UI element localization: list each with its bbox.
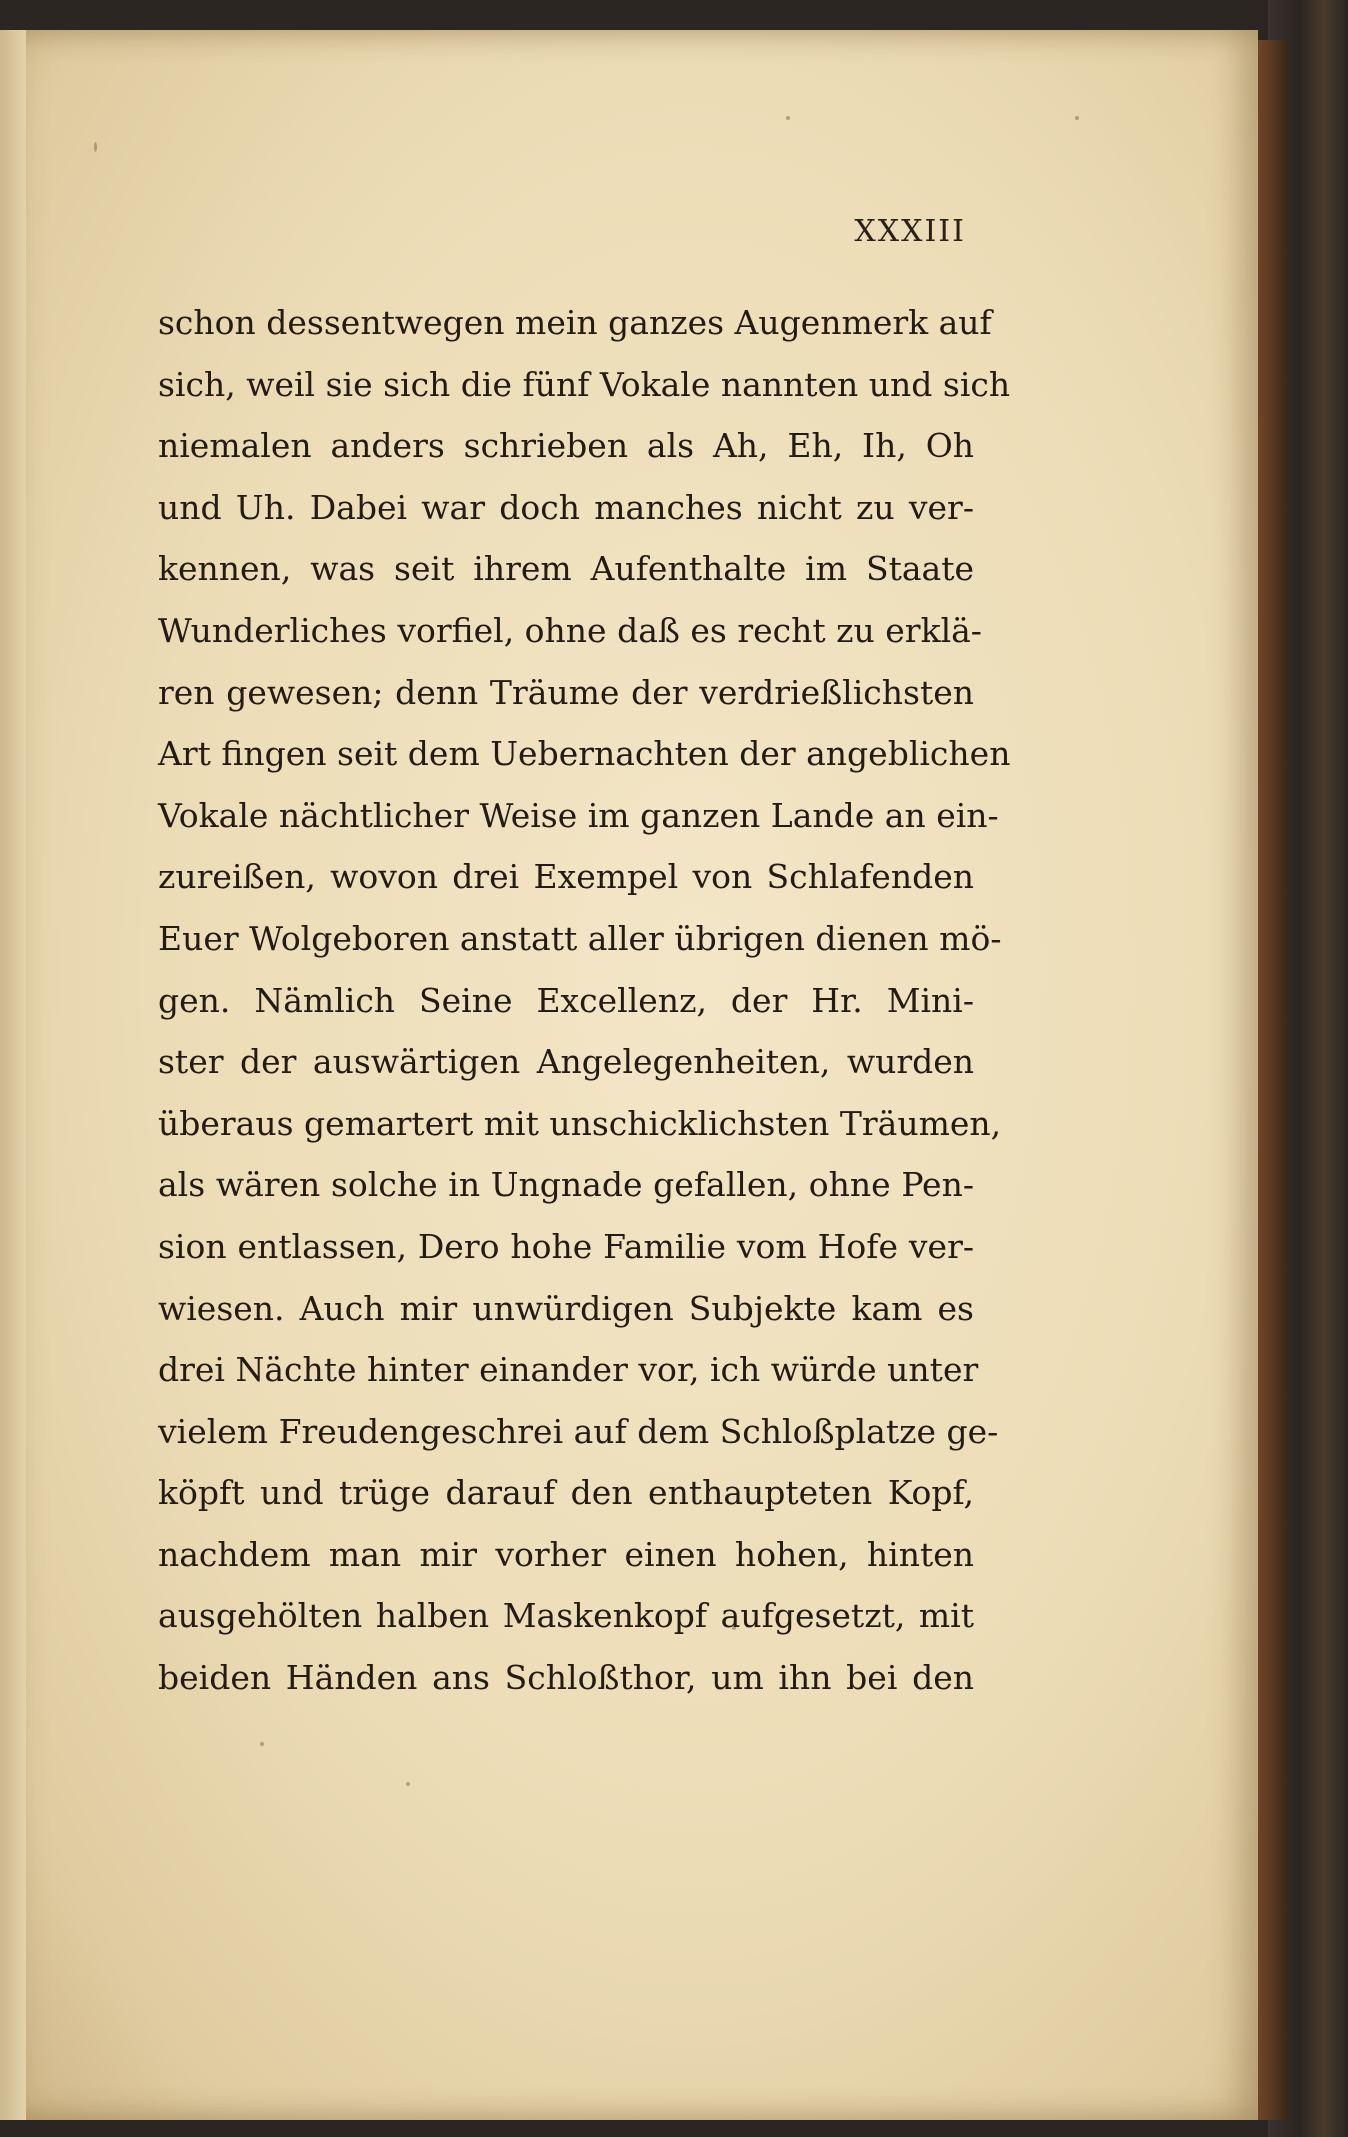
- text-line: als wären solche in Ungnade gefallen, ohne Pen-: [158, 1165, 974, 1205]
- text-line: beiden Händen ans Schloßthor, um ihn bei den: [158, 1658, 974, 1698]
- text-line: köpft und trüge darauf den enthaupteten Kopf,: [158, 1473, 974, 1513]
- paper-speck: [94, 142, 97, 152]
- text-line: und Uh. Dabei war doch manches nicht zu ver-: [158, 487, 974, 527]
- text-line: Wunderliches vorfiel, ohne daß es recht zu erklä-: [158, 610, 982, 650]
- text-line: ausgehölten halben Maskenkopf aufgesetzt, mit: [158, 1596, 974, 1636]
- text-line: sich, weil sie sich die fünf Vokale nannten und sich: [158, 364, 1011, 404]
- text-line: schon dessentwegen mein ganzes Augenmerk auf: [158, 303, 992, 342]
- text-line: überaus gemartert mit unschicklichsten Träumen,: [158, 1103, 1002, 1143]
- page-number: XXXIII: [854, 214, 966, 249]
- text-line: gen. Nämlich Seine Excellenz, der Hr. Mini-: [158, 980, 974, 1020]
- text-line: vielem Freudengeschrei auf dem Schloßplatze ge-: [158, 1411, 999, 1451]
- text-line: sion entlassen, Dero hohe Familie vom Hofe ver-: [158, 1226, 974, 1266]
- paper-speck: [786, 116, 790, 120]
- book-page: [0, 30, 1258, 2120]
- text-line: Art fingen seit dem Uebernachten der angeblichen: [158, 734, 1011, 774]
- paper-speck: [1075, 116, 1079, 120]
- body-text: [158, 292, 1011, 1709]
- page-gutter: [0, 30, 26, 2120]
- text-line: Euer Wolgeboren anstatt aller übrigen dienen mö-: [158, 918, 1002, 958]
- paper-speck: [406, 1782, 410, 1786]
- text-line: niemalen anders schrieben als Ah, Eh, Ih, Oh: [158, 426, 974, 466]
- paper-speck: [260, 1742, 264, 1746]
- text-line: ren gewesen; denn Träume der verdrießlichsten: [158, 672, 974, 712]
- text-line: Vokale nächtlicher Weise im ganzen Lande an ein-: [158, 795, 999, 835]
- text-line: kennen, was seit ihrem Aufenthalte im Staate: [158, 549, 974, 589]
- text-line: ster der auswärtigen Angelegenheiten, wurden: [158, 1042, 974, 1082]
- text-line: nachdem man mir vorher einen hohen, hinten: [158, 1534, 974, 1574]
- text-line: wiesen. Auch mir unwürdigen Subjekte kam es: [158, 1288, 974, 1328]
- text-line: zureißen, wovon drei Exempel von Schlafenden: [158, 857, 974, 897]
- text-line: drei Nächte hinter einander vor, ich würde unter: [158, 1350, 979, 1390]
